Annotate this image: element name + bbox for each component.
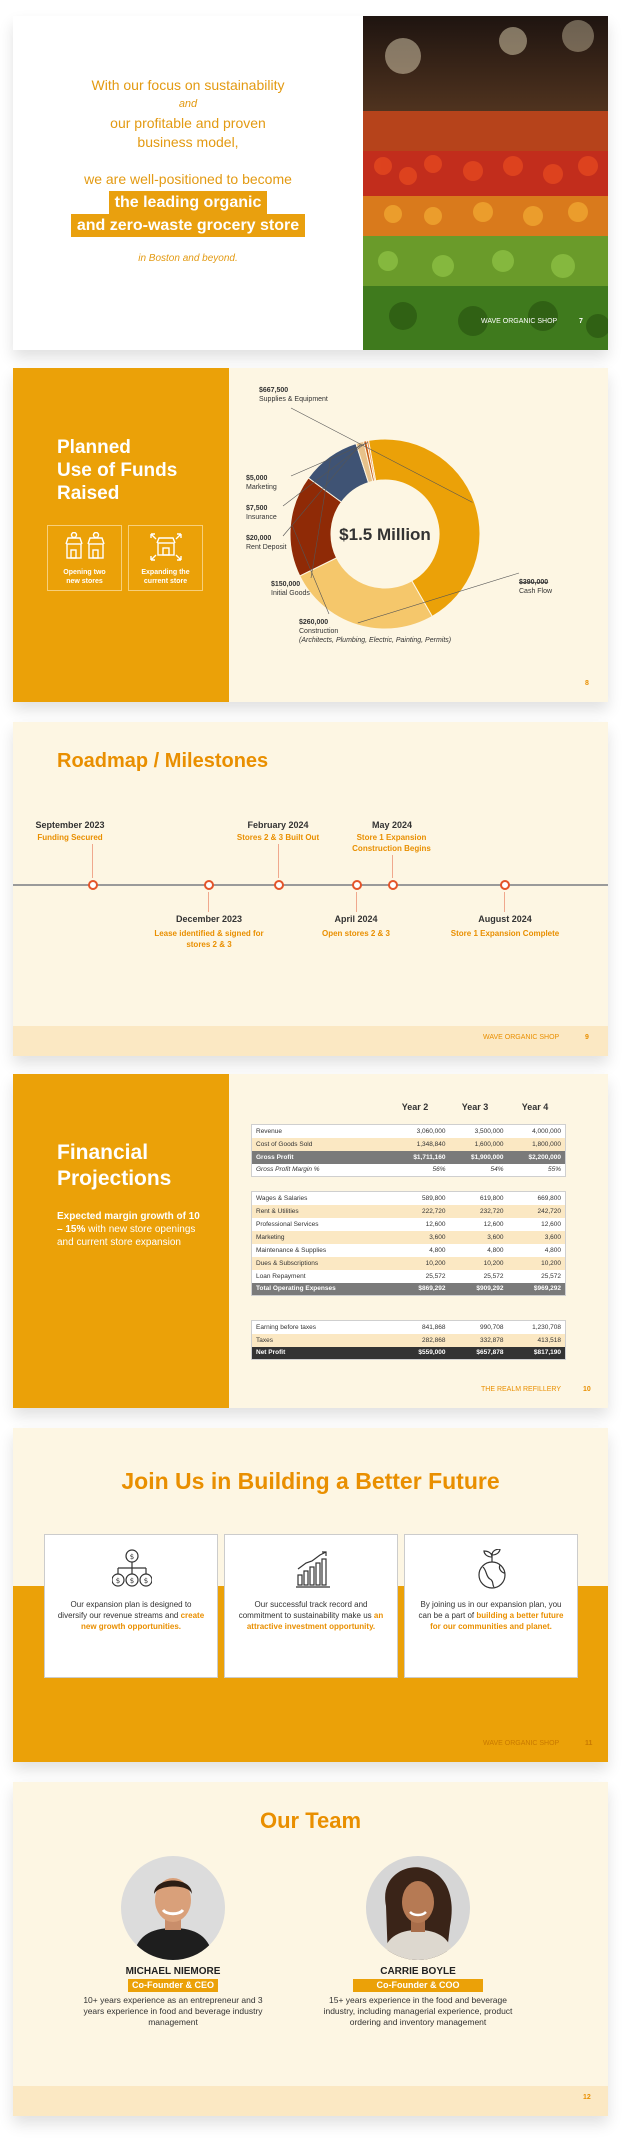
row-value: 222,720: [422, 1207, 446, 1215]
card-highlight: building a better future for our communities and planet.: [430, 1611, 564, 1631]
slice-note: (Architects, Plumbing, Electric, Painting, Permits): [299, 637, 452, 644]
slide-team: [13, 1782, 608, 2116]
slide-financials: [13, 1074, 608, 1408]
row-value: 3,060,000: [416, 1127, 446, 1135]
avatar: [366, 1856, 470, 1960]
slide-vision: [13, 16, 608, 350]
row-value: $657,878: [476, 1349, 504, 1357]
slice-name: Rent Deposit: [246, 544, 287, 551]
row-label: Rent & Utilities: [256, 1207, 299, 1215]
row-value: 589,800: [422, 1194, 446, 1202]
member-name: MICHAEL NIEMORE: [125, 1966, 221, 1977]
milestone-dot: [88, 880, 98, 890]
vision-line: our profitable and proven: [110, 115, 266, 131]
slice-name: Marketing: [246, 484, 277, 491]
financials-subtitle: [57, 1210, 207, 1249]
expand-store-icon: [149, 532, 183, 562]
member-role: Co-Founder & COO: [353, 1979, 483, 1992]
svg-text:$: $: [129, 1577, 135, 1585]
milestone-dot: [500, 880, 510, 890]
row-value: 4,000,000: [532, 1127, 561, 1135]
table-row: [252, 1334, 566, 1347]
join-title: Join Us in Building a Better Future: [121, 1468, 500, 1494]
row-value: $909,292: [476, 1285, 504, 1293]
funds-title-line: Raised: [57, 483, 120, 504]
milestone-desc: Stores 2 & 3 Built Out: [236, 833, 320, 842]
row-value: 1,800,000: [532, 1140, 561, 1148]
slide-use-of-funds: [13, 368, 608, 702]
card-track-record: [224, 1534, 398, 1678]
member-bio: 10+ years experience as an entrepreneur and 3 years experience in food and beverage industry management: [83, 1995, 263, 2027]
milestone-connector: [208, 892, 209, 912]
table-row: [252, 1205, 566, 1218]
produce-photo: [363, 16, 608, 350]
row-value: 25,572: [425, 1272, 446, 1280]
row-value: 56%: [432, 1166, 446, 1174]
table-row: [252, 1138, 566, 1151]
vision-line: business model,: [137, 134, 239, 150]
row-value: 619,800: [480, 1194, 504, 1202]
row-value: 25,572: [483, 1272, 504, 1280]
milestone-date: April 2024: [334, 914, 378, 924]
row-value: 1,230,708: [532, 1323, 561, 1331]
slice-amount: $5,000: [246, 475, 268, 482]
roadmap-title: Roadmap / Milestones: [57, 750, 269, 772]
row-value: 10,200: [483, 1259, 504, 1267]
use-box-label: Expanding the current store: [141, 569, 190, 585]
growth-chart-icon: [292, 1549, 332, 1591]
slice-label: [519, 579, 553, 595]
milestone-connector: [356, 892, 357, 912]
row-label: Earning before taxes: [256, 1323, 316, 1331]
milestone-date: May 2024: [371, 820, 413, 830]
revenue-streams-icon: [112, 1549, 152, 1591]
row-value: 12,600: [425, 1220, 446, 1228]
column-header: Year 3: [461, 1102, 489, 1112]
row-label: Cost of Goods Sold: [256, 1140, 313, 1148]
storefront-icon: [65, 532, 105, 562]
row-value: 413,518: [537, 1336, 561, 1344]
slice-name: Supplies & Equipment: [259, 396, 328, 403]
margin-growth-detail: with new store openings and current store expansion: [57, 1224, 196, 1248]
row-value: 332,878: [480, 1336, 504, 1344]
brand-footer: WAVE ORGANIC SHOP: [481, 318, 558, 325]
row-value: 10,200: [541, 1259, 561, 1267]
use-box-label: Opening two new stores: [63, 569, 106, 585]
table-row: [252, 1218, 566, 1231]
table-net-profit: [251, 1320, 566, 1360]
row-value: 1,348,840: [416, 1140, 446, 1148]
page-number: 10: [583, 1386, 591, 1393]
slice-amount: $150,000: [271, 581, 301, 588]
vision-line: in Boston and beyond.: [138, 253, 238, 264]
slice-amount: $7,500: [246, 505, 268, 512]
table-row: [252, 1164, 566, 1177]
row-label: Gross Profit Margin %: [256, 1166, 320, 1174]
vision-highlight: the leading organic: [109, 191, 268, 214]
row-value: $1,900,000: [470, 1153, 504, 1161]
slice-amount: $667,500: [259, 387, 289, 394]
vision-highlight: and zero-waste grocery store: [71, 214, 305, 237]
row-value: 1,600,000: [474, 1140, 504, 1148]
brand-footer: WAVE ORGANIC SHOP: [483, 1034, 560, 1041]
row-value: $559,000: [418, 1349, 446, 1357]
table-row: [252, 1244, 566, 1257]
card-text: By joining us in our expansion plan, you can be a part of: [418, 1600, 562, 1620]
row-label: Total Operating Expenses: [256, 1285, 336, 1293]
row-value: 669,800: [537, 1194, 561, 1202]
milestone-connector: [278, 844, 279, 878]
footer-band: [13, 1026, 608, 1056]
row-value: 4,800: [429, 1246, 446, 1254]
row-label: Taxes: [256, 1336, 273, 1344]
milestone-date: August 2024: [478, 914, 532, 924]
row-value: 232,720: [480, 1207, 504, 1215]
milestone-desc: Lease identified & signed for stores 2 & 3: [154, 929, 264, 949]
table-row: [252, 1270, 566, 1283]
brand-footer: WAVE ORGANIC SHOP: [483, 1740, 560, 1747]
funds-title-line: Planned: [57, 437, 131, 458]
row-value: 841,868: [422, 1323, 446, 1331]
avatar: [121, 1856, 225, 1960]
vision-line: With our focus on sustainability: [91, 77, 285, 93]
table-operating-expenses: [251, 1191, 566, 1296]
table-row: [252, 1321, 566, 1334]
financials-title-line: Projections: [57, 1167, 172, 1190]
slice-label: [246, 505, 277, 521]
milestone-dot: [204, 880, 214, 890]
row-value: 4,800: [487, 1246, 504, 1254]
milestone-date: December 2023: [175, 914, 243, 924]
row-value: 12,600: [483, 1220, 504, 1228]
slice-name: Cash Flow: [519, 588, 553, 595]
donut-center-label: $1.5 Million: [339, 525, 431, 544]
milestone-connector: [504, 892, 505, 912]
table-row: [252, 1283, 566, 1296]
funds-title: [57, 436, 177, 505]
row-value: 54%: [490, 1166, 504, 1174]
column-header: Year 2: [401, 1102, 429, 1112]
produce-photo-illustration: [363, 16, 608, 350]
slice-name: Initial Goods: [271, 590, 310, 597]
row-value: 55%: [547, 1166, 561, 1174]
funds-donut-chart: [229, 368, 608, 702]
card-text: Our successful track record and commitment to sustainability make us: [238, 1600, 374, 1620]
slice-label: [246, 535, 287, 551]
milestone-connector: [92, 844, 93, 878]
row-label: Gross Profit: [256, 1153, 294, 1161]
card-revenue: [44, 1534, 218, 1678]
table-row: [252, 1347, 566, 1360]
table-row: [252, 1257, 566, 1270]
page-number: 8: [585, 680, 589, 687]
slice-name: Construction: [299, 628, 339, 635]
brand-footer: THE REALM REFILLERY: [481, 1386, 562, 1393]
row-value: 3,600: [429, 1233, 446, 1241]
globe-sprout-icon: [472, 1549, 512, 1591]
milestone-desc: Funding Secured: [37, 833, 103, 842]
slice-label: [246, 475, 277, 491]
page-number: 7: [579, 318, 583, 325]
slide-join-us: [13, 1428, 608, 1762]
row-value: 25,572: [541, 1272, 561, 1280]
card-highlight: an attractive investment opportunity.: [246, 1611, 384, 1631]
column-header: Year 4: [521, 1102, 549, 1112]
member-bio: 15+ years experience in the food and beverage industry, including managerial experience, product ordering and inventory management: [323, 1995, 513, 2027]
milestone-connector: [392, 855, 393, 878]
milestone-date: September 2023: [35, 820, 105, 830]
use-box-new-stores: [47, 525, 122, 591]
vision-line: and: [178, 98, 198, 110]
milestone-dot: [388, 880, 398, 890]
milestone-dot: [274, 880, 284, 890]
milestone-dot: [352, 880, 362, 890]
row-value: 282,868: [422, 1336, 446, 1344]
financials-title-line: Financial: [57, 1141, 149, 1164]
slice-amount: $390,000: [519, 579, 549, 586]
row-label: Revenue: [256, 1127, 283, 1135]
milestone-date: February 2024: [247, 820, 309, 830]
svg-text:$: $: [143, 1577, 149, 1585]
row-value: $969,292: [533, 1285, 561, 1293]
row-value: $817,190: [533, 1349, 561, 1357]
row-value: $2,200,000: [528, 1153, 561, 1161]
card-better-future: [404, 1534, 578, 1678]
row-label: Net Profit: [256, 1349, 286, 1357]
row-label: Loan Repayment: [256, 1272, 306, 1280]
footer-band: [13, 2086, 608, 2116]
team-title: Our Team: [259, 1808, 362, 1833]
milestone-desc: Store 1 Expansion Complete: [450, 929, 560, 938]
table-gross-profit: [251, 1124, 566, 1177]
row-label: Marketing: [256, 1233, 285, 1241]
row-value: 3,500,000: [474, 1127, 504, 1135]
slide-roadmap: [13, 722, 608, 1056]
table-row: [252, 1231, 566, 1244]
row-label: Professional Services: [256, 1220, 319, 1228]
table-row: [252, 1151, 566, 1164]
financials-title: [57, 1140, 171, 1192]
slice-amount: $260,000: [299, 619, 329, 626]
row-value: 10,200: [425, 1259, 446, 1267]
table-row: [252, 1125, 566, 1138]
card-text: Our expansion plan is designed to diversify our revenue streams and: [57, 1600, 192, 1620]
member-name: CARRIE BOYLE: [380, 1966, 456, 1977]
row-value: $1,711,160: [413, 1153, 446, 1161]
svg-text:$: $: [115, 1577, 121, 1585]
row-label: Dues & Subscriptions: [256, 1259, 319, 1267]
row-value: 3,600: [487, 1233, 504, 1241]
timeline-line: [13, 884, 608, 886]
row-label: Wages & Salaries: [256, 1194, 308, 1202]
page-number: 9: [585, 1034, 589, 1041]
row-value: 242,720: [537, 1207, 561, 1215]
page-number: 11: [585, 1740, 593, 1747]
vision-line: we are well-positioned to become: [84, 171, 292, 187]
row-value: 3,600: [544, 1233, 561, 1241]
row-value: $869,292: [418, 1285, 446, 1293]
table-row: [252, 1192, 566, 1205]
page-number: 12: [583, 2094, 591, 2101]
slice-amount: $20,000: [246, 535, 272, 542]
slice-name: Insurance: [246, 514, 277, 521]
vision-text: [13, 76, 363, 268]
margin-growth-text: Expected margin growth of 10 – 15%: [57, 1211, 200, 1235]
milestone-desc: Open stores 2 & 3: [321, 929, 391, 938]
use-box-expand-store: [128, 525, 203, 591]
row-value: 12,600: [541, 1220, 561, 1228]
member-role: Co-Founder & CEO: [128, 1979, 218, 1992]
funds-title-line: Use of Funds: [57, 460, 178, 481]
milestone-desc: Store 1 Expansion Construction Begins: [352, 833, 431, 853]
card-highlight: create new growth opportunities.: [81, 1611, 205, 1631]
svg-text:$: $: [129, 1553, 135, 1561]
slice-label: [259, 387, 328, 403]
row-value: 4,800: [544, 1246, 561, 1254]
row-value: 990,708: [480, 1323, 504, 1331]
row-label: Maintenance & Supplies: [256, 1246, 327, 1254]
